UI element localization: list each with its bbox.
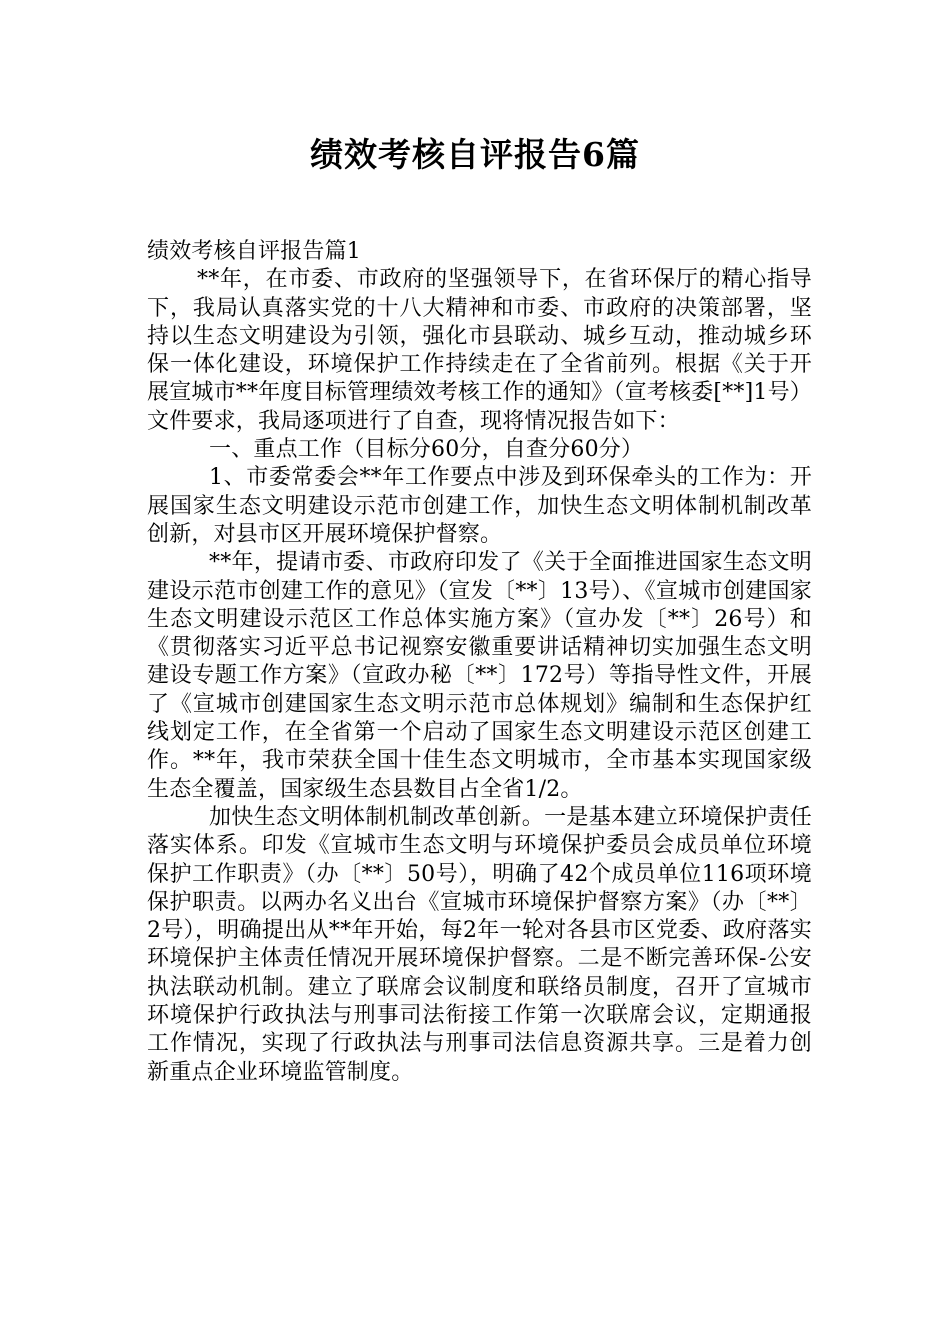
section-heading: 绩效考核自评报告篇1 [147, 239, 361, 264]
document-title: 绩效考核自评报告6篇 [310, 135, 640, 174]
document-body [147, 238, 812, 1087]
paragraph-ecological-demo: **年，提请市委、市政府印发了《关于全面推进国家生态文明建设示范市创建工作的意见》（宣发〔**〕13号）、《宣城市创建国家生态文明建设示范区工作总体实施方案》（宣办发〔**〕26号）和《贯彻落实习近平总书记视察安徽重要讲话精神切实加强生态文明建设专题工作方案》（宣政办秘〔**〕172号）等指导性文件，开展了《宣城市创建国家生态文明示范市总体规划》编制和生态保护红线划定工作，在全省第一个启动了国家生态文明建设示范区创建工作。**年，我市荣获全国十佳生态文明城市，全市基本实现国家级生态全覆盖，国家级生态县数目占全省1/2。 [147, 550, 812, 802]
paragraph-item-1: 1、市委常委会**年工作要点中涉及到环保牵头的工作为：开展国家生态文明建设示范市创建工作，加快生态文明体制机制改革创新，对县市区开展环境保护督察。 [147, 465, 812, 547]
paragraph-key-work-heading: 一、重点工作（目标分60分，自查分60分） [209, 437, 644, 463]
paragraph-intro: **年，在市委、市政府的坚强领导下，在省环保厅的精心指导下，我局认真落实党的十八大精神和市委、市政府的决策部署，坚持以生态文明建设为引领，强化市县联动、城乡互动，推动城乡环保一体化建设，环境保护工作持续走在了全省前列。根据《关于开展宣城市**年度目标管理绩效考核工作的通知》（宣考核委[**]1号）文件要求，我局逐项进行了自查，现将情况报告如下： [147, 267, 812, 434]
paragraph-reform-innovation: 加快生态文明体制机制改革创新。一是基本建立环境保护责任落实体系。印发《宣城市生态文明与环境保护委员会成员单位环境保护工作职责》（办〔**〕50号），明确了42个成员单位116项环境保护职责。以两办名义出台《宣城市环境保护督察方案》（办〔**〕2号），明确提出从**年开始，每2年一轮对各县市区党委、政府落实环境保护主体责任情况开展环境保护督察。二是不断完善环保-公安执法联动机制。建立了联席会议制度和联络员制度，召开了宣城市环境保护行政执法与刑事司法衔接工作第一次联席会议，定期通报工作情况，实现了行政执法与刑事司法信息资源共享。三是着力创新重点企业环境监管制度。 [147, 804, 813, 1085]
